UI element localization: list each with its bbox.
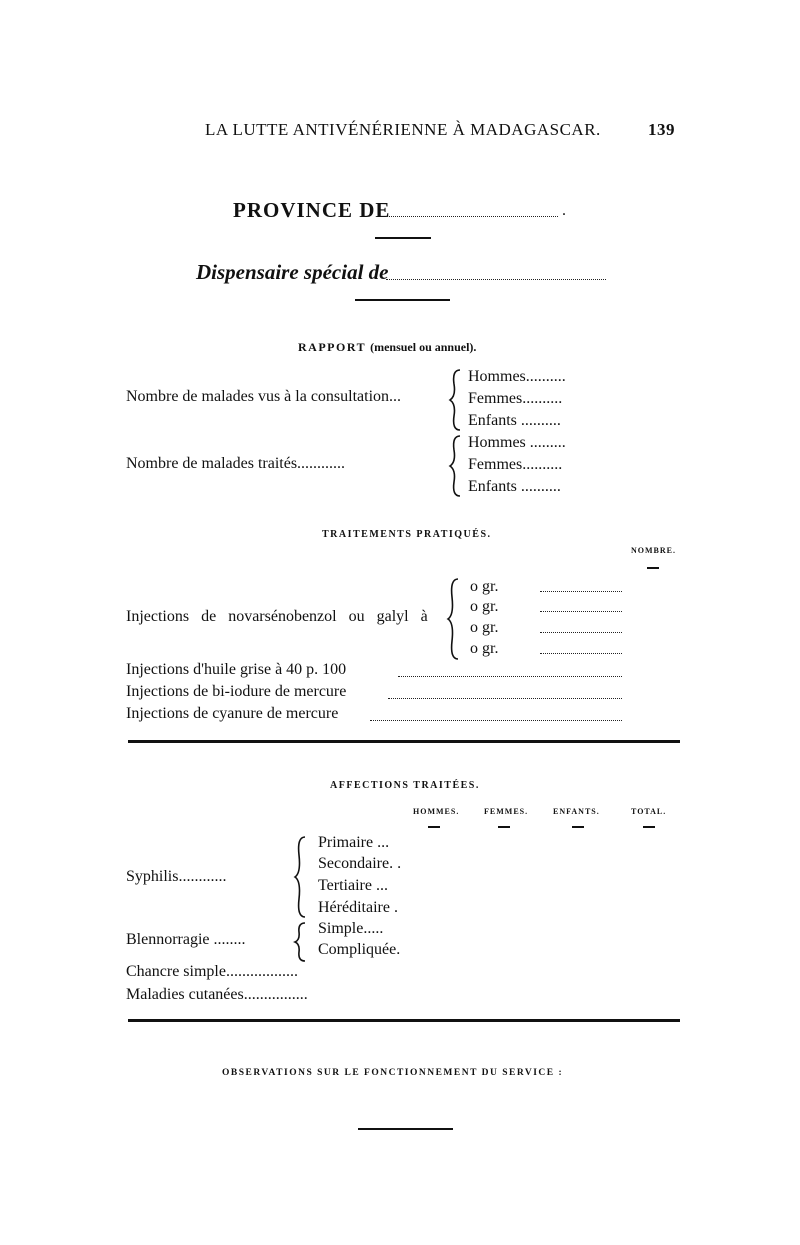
col-femmes: FEMMES. — [484, 807, 529, 816]
brace-icon — [448, 368, 462, 432]
rapport-heading — [298, 338, 476, 356]
brace-icon — [293, 921, 307, 963]
syphilis-label: Syphilis............ — [126, 868, 227, 885]
col-hommes: HOMMES. — [413, 807, 460, 816]
brace-icon — [448, 434, 462, 498]
group-enfants: Enfants .......... — [468, 412, 561, 429]
group-hommes: Hommes.......... — [468, 368, 566, 385]
affections-title: AFFECTIONS TRAITÉES. — [330, 780, 480, 791]
chancre-label: Chancre simple.................. — [126, 963, 298, 980]
dose-row: o gr. — [470, 619, 499, 636]
running-title: LA LUTTE ANTIVÉNÉRIENNE À MADAGASCAR. — [205, 120, 601, 139]
syphilis-type: Tertiaire ... — [318, 877, 388, 894]
dose-row: o gr. — [470, 640, 499, 657]
dose-fill-line[interactable] — [540, 611, 622, 612]
cyanure-label: Injections de cyanure de mercure — [126, 705, 339, 722]
province-label: PROVINCE DE — [233, 198, 391, 222]
divider — [572, 826, 584, 828]
huile-fill-line[interactable] — [398, 676, 622, 677]
divider — [358, 1128, 453, 1130]
observations-title: OBSERVATIONS SUR LE FONCTIONNEMENT DU SERVICE : — [222, 1068, 564, 1078]
province-period: . — [562, 202, 566, 219]
section-rule — [128, 1019, 680, 1022]
traites-label: Nombre de malades traités............ — [126, 455, 346, 472]
brace-icon — [293, 835, 307, 919]
section-rule — [128, 740, 680, 743]
col-enfants: ENFANTS. — [553, 807, 600, 816]
divider — [498, 826, 510, 828]
novar-label: Injections de novarsénobenzol ou galyl à — [126, 608, 428, 625]
blenno-label: Blennorragie ........ — [126, 931, 246, 948]
rapport-sub: (mensuel ou annuel). — [370, 340, 477, 354]
dose-row: o gr. — [470, 578, 499, 595]
dose-fill-line[interactable] — [540, 632, 622, 633]
syphilis-type: Héréditaire . — [318, 899, 398, 916]
syphilis-type: Secondaire. . — [318, 855, 402, 872]
divider — [428, 826, 440, 828]
province-fill-line[interactable] — [386, 216, 558, 217]
group2-hommes: Hommes ......... — [468, 434, 566, 451]
dose-row: o gr. — [470, 598, 499, 615]
col-total: TOTAL. — [631, 807, 667, 816]
syphilis-type: Primaire ... — [318, 834, 390, 851]
dose-fill-line[interactable] — [540, 653, 622, 654]
blenno-type: Simple..... — [318, 920, 384, 937]
huile-label: Injections d'huile grise à 40 p. 100 — [126, 661, 347, 678]
group2-enfants: Enfants .......... — [468, 478, 561, 495]
divider — [355, 299, 450, 301]
dispensaire-fill-line[interactable] — [386, 279, 606, 280]
dispensaire-label: Dispensaire spécial de — [196, 260, 389, 284]
divider — [643, 826, 655, 828]
consultation-label: Nombre de malades vus à la consultation... — [126, 388, 402, 405]
brace-icon — [446, 577, 460, 661]
page-number: 139 — [648, 120, 675, 139]
dose-fill-line[interactable] — [540, 591, 622, 592]
rapport-title: RAPPORT — [298, 340, 367, 354]
group2-femmes: Femmes.......... — [468, 456, 563, 473]
biiodure-label: Injections de bi-iodure de mercure — [126, 683, 347, 700]
blenno-type: Compliquée. — [318, 941, 401, 958]
group-femmes: Femmes.......... — [468, 390, 563, 407]
biiodure-fill-line[interactable] — [388, 698, 622, 699]
nombre-label: NOMBRE. — [631, 546, 676, 555]
cutanees-label: Maladies cutanées................ — [126, 986, 308, 1003]
divider — [647, 567, 659, 569]
cyanure-fill-line[interactable] — [370, 720, 622, 721]
traitements-title: TRAITEMENTS PRATIQUÉS. — [322, 529, 492, 540]
divider — [375, 237, 431, 239]
